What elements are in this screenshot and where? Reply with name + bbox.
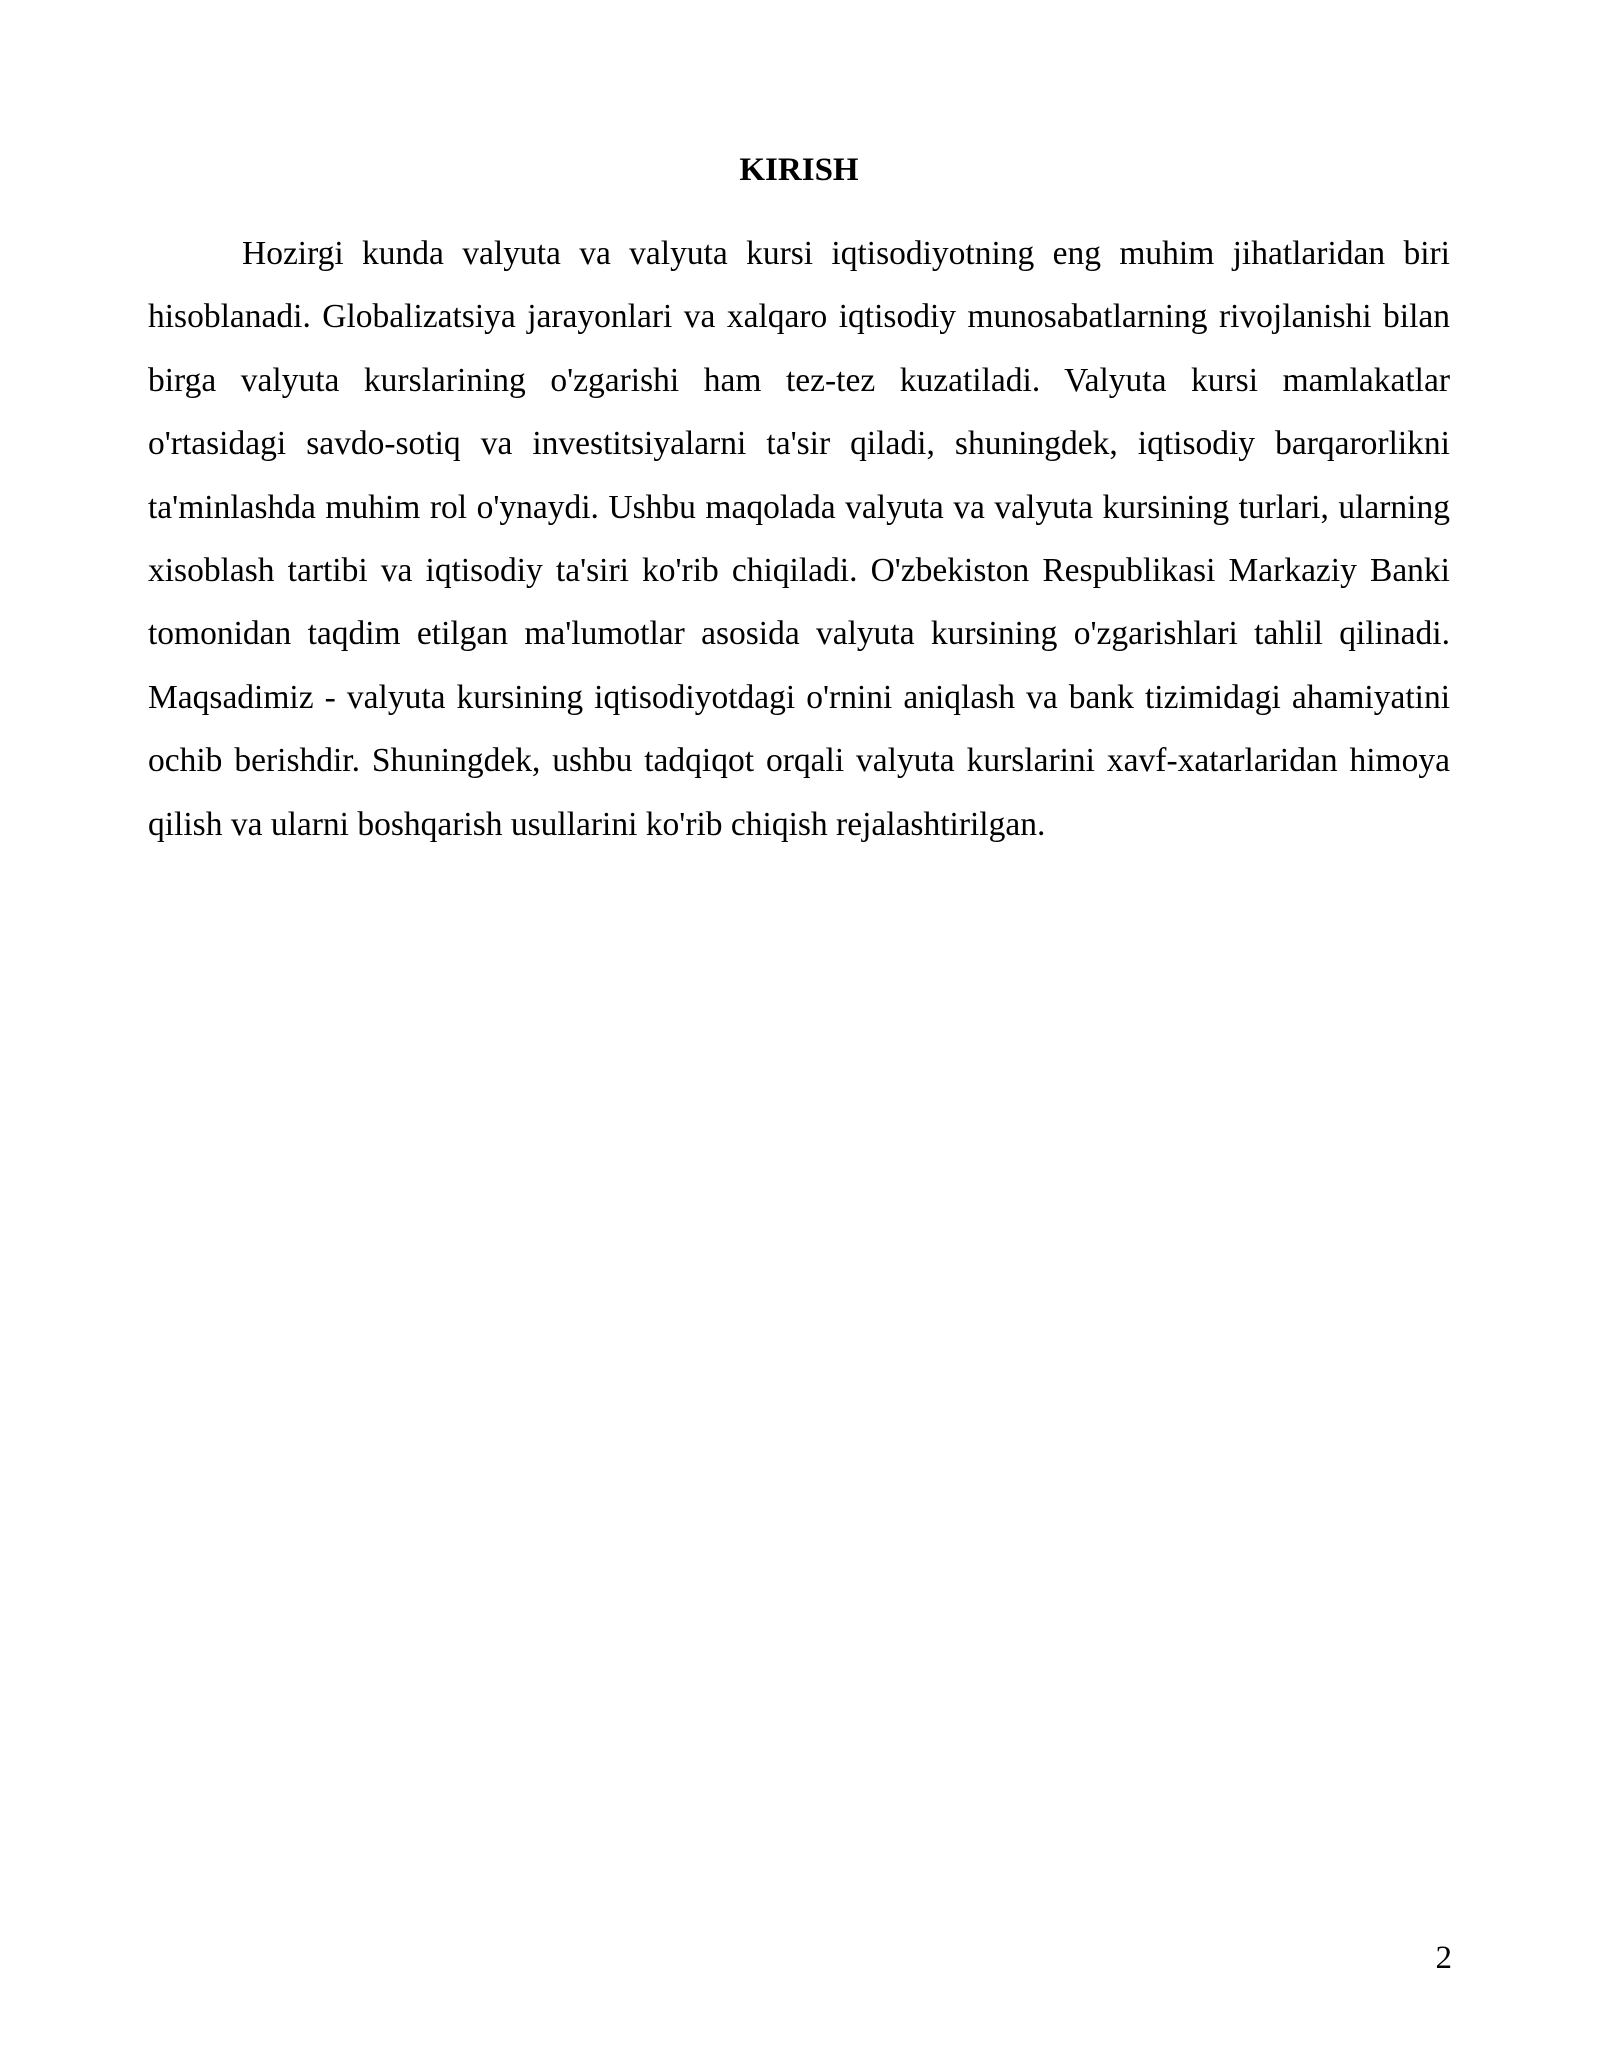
page-number: 2 xyxy=(1435,1940,1452,1976)
body-paragraph: Hozirgi kunda valyuta va valyuta kursi iqtisodiyotning eng muhim jihatlaridan biri hisoblanadi. Globalizatsiya jarayonlari va xalqaro iqtisodiy munosabatlarning rivojlanishi bilan birga valyuta kurslarining o'zgarishi ham tez-tez kuzatiladi. Valyuta kursi mamlakatlar o'rtasidagi savdo-sotiq va investitsiyalarni ta'sir qiladi, shuningdek, iqtisodiy barqarorlikni ta'minlashda muhim rol o'ynaydi. Ushbu maqolada valyuta va valyuta kursining turlari, ularning xisoblash tartibi va iqtisodiy ta'siri ko'rib chiqiladi. O'zbekiston Respublikasi Markaziy Banki tomonidan taqdim etilgan ma'lumotlar asosida valyuta kursining o'zgarishlari tahlil qilinadi. Maqsadimiz - valyuta kursining iqtisodiyotdagi o'rnini aniqlash va bank tizimidagi ahamiyatini ochib berishdir. Shuningdek, ushbu tadqiqot orqali valyuta kurslarini xavf-xatarlaridan himoya qilish va ularni boshqarish usullarini ko'rib chiqish rejalashtirilgan. xyxy=(148,235,1450,843)
page-heading: KIRISH xyxy=(739,152,859,188)
